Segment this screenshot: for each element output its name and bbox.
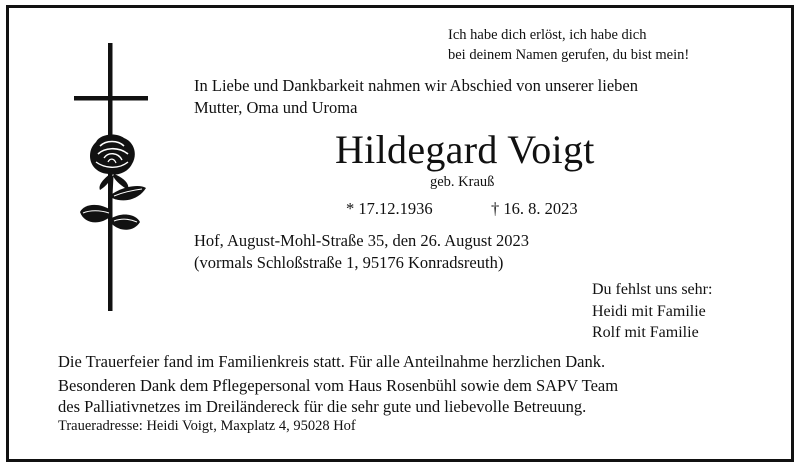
mourners-heading: Du fehlst uns sehr: bbox=[592, 281, 713, 298]
maiden-name: geb. Krauß bbox=[430, 174, 495, 190]
death-date: † 16. 8. 2023 bbox=[491, 199, 578, 218]
mourner-name: Heidi mit Familie bbox=[592, 303, 706, 320]
mourner-name: Rolf mit Familie bbox=[592, 324, 699, 341]
location-line-2: (vormals Schloßstraße 1, 95176 Konradsreuth) bbox=[194, 253, 504, 272]
birth-date: * 17.12.1936 bbox=[346, 199, 433, 218]
quote-line-1: Ich habe dich erlöst, ich habe dich bbox=[448, 27, 647, 43]
intro-line-2: Mutter, Oma und Uroma bbox=[194, 98, 358, 117]
funeral-address: Traueradresse: Heidi Voigt, Maxplatz 4, 95028 Hof bbox=[58, 418, 356, 434]
footer-line-3: des Palliativnetzes im Dreiländereck für die sehr gute und liebevolle Betreuung. bbox=[58, 397, 587, 416]
quote-line-2: bei deinem Namen gerufen, du bist mein! bbox=[448, 47, 690, 63]
footer-line-1: Die Trauerfeier fand im Familienkreis statt. Für alle Anteilnahme herzlichen Dank. bbox=[58, 352, 606, 371]
footer-line-2: Besonderen Dank dem Pflegepersonal vom Haus Rosenbühl sowie dem SAPV Team bbox=[58, 376, 619, 395]
location-line-1: Hof, August-Mohl-Straße 35, den 26. August 2023 bbox=[194, 231, 530, 250]
intro-line-1: In Liebe und Dankbarkeit nahmen wir Abschied von unserer lieben bbox=[194, 76, 638, 95]
deceased-name: Hildegard Voigt bbox=[335, 127, 595, 172]
rose-icon bbox=[78, 132, 150, 242]
